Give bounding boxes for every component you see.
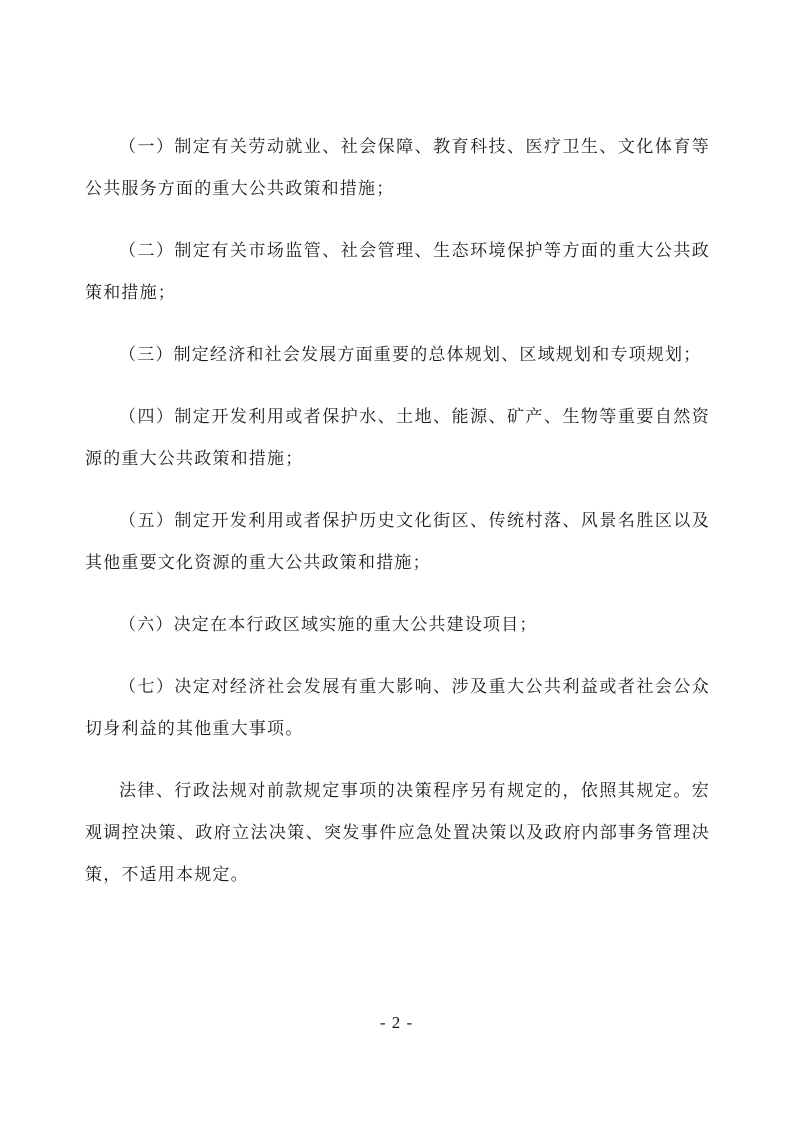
page-number: - 2 - <box>379 1013 414 1032</box>
item-7-paragraph: （七）决定对经济社会发展有重大影响、涉及重大公共利益或者社会公众切身利益的其他重大事项。 <box>85 677 710 739</box>
document-body <box>85 126 710 916</box>
item-5-paragraph: （五）制定开发利用或者保护历史文化街区、传统村落、风景名胜区以及其他重要文化资源的重大公共政策和措施； <box>85 511 710 573</box>
item-3-paragraph: （三）制定经济和社会发展方面重要的总体规划、区域规划和专项规划； <box>119 345 702 365</box>
item-4-paragraph: （四）制定开发利用或者保护水、土地、能源、矿产、生物等重要自然资源的重大公共政策和措施； <box>85 407 710 469</box>
closing-paragraph: 法律、行政法规对前款规定事项的决策程序另有规定的，依照其规定。宏观调控决策、政府立法决策、突发事件应急处置决策以及政府内部事务管理决策，不适用本规定。 <box>85 781 710 885</box>
item-1-paragraph: （一）制定有关劳动就业、社会保障、教育科技、医疗卫生、文化体育等公共服务方面的重大公共政策和措施； <box>85 137 710 199</box>
item-6-paragraph: （六）决定在本行政区域实施的重大公共建设项目； <box>119 615 538 635</box>
item-2-paragraph: （二）制定有关市场监管、社会管理、生态环境保护等方面的重大公共政策和措施； <box>85 241 710 303</box>
